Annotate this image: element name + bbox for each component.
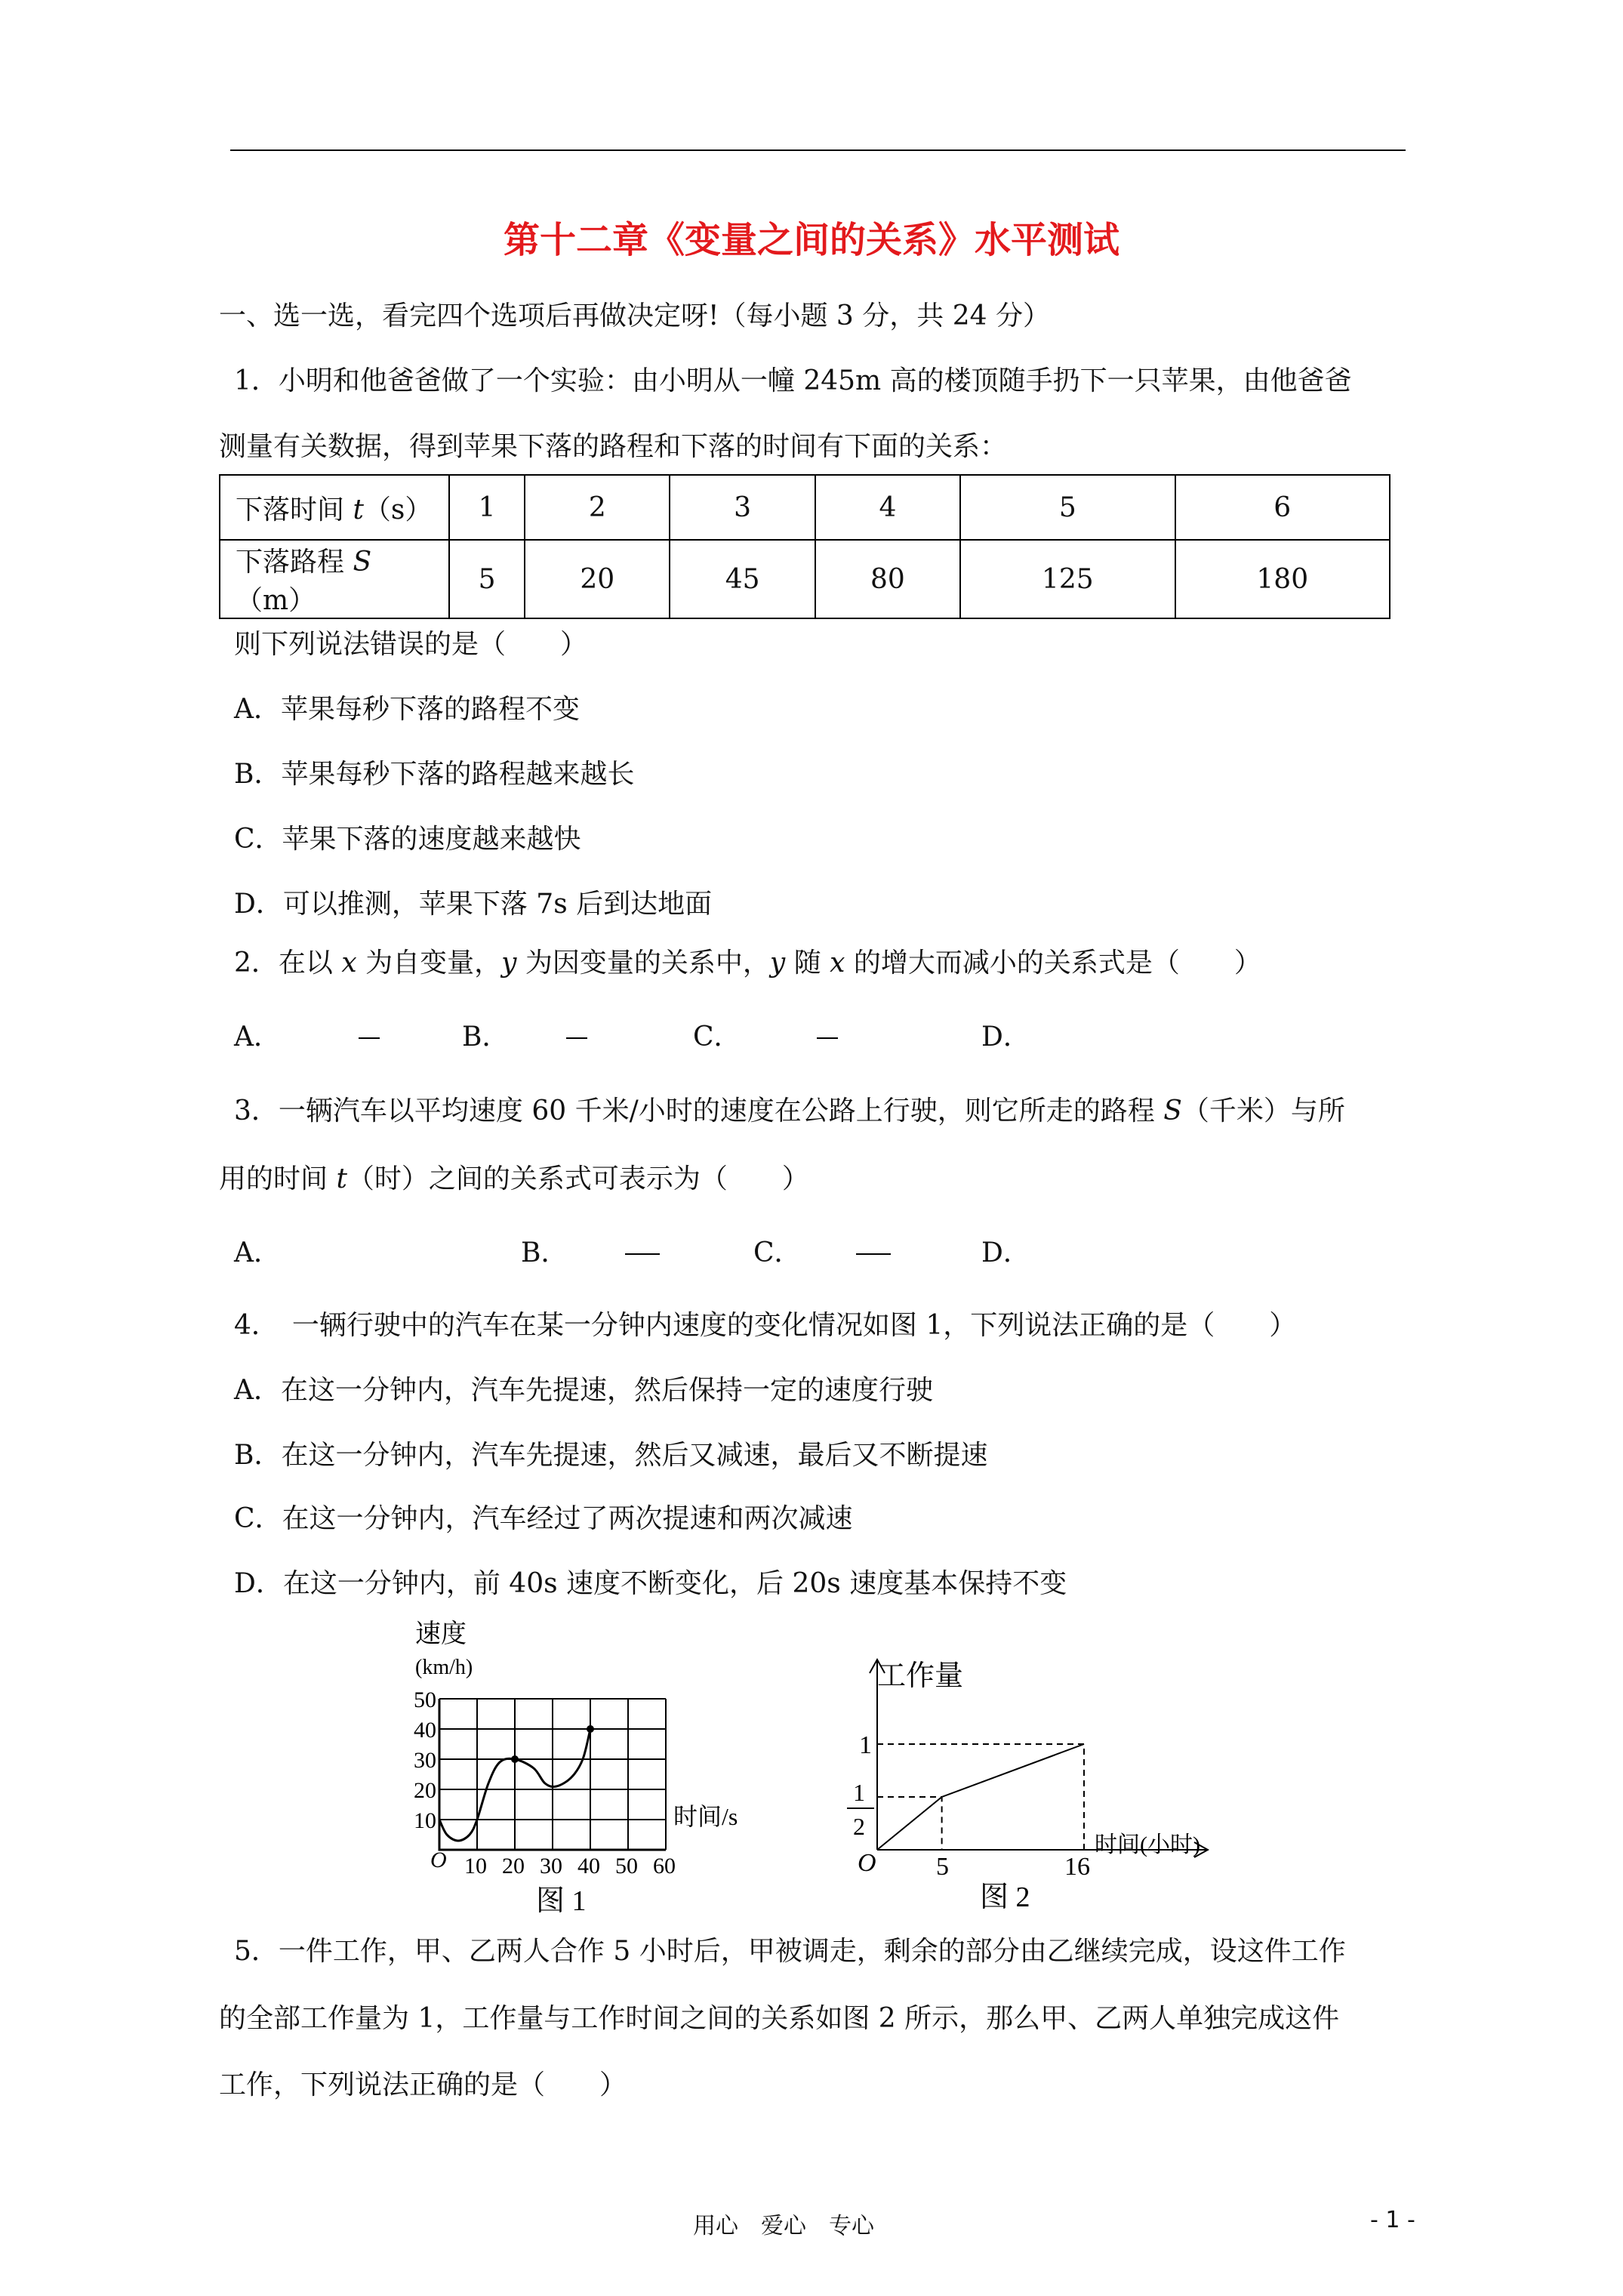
q2-option-d: D． (981, 1022, 1030, 1052)
q3-text-line2: 用的时间 t（时）之间的关系式可表示为（ ） (219, 1163, 809, 1194)
q4-option-d: D．在这一分钟内，前 40s 速度不断变化，后 20s 速度基本保持不变 (234, 1568, 1067, 1599)
table-cell: 3 (670, 475, 815, 540)
q1-option-a: A．苹果每秒下落的路程不变 (234, 694, 580, 725)
fig2-x-5: 5 (936, 1853, 949, 1881)
fig1-ylabel: 速度 (415, 1620, 467, 1648)
y-tick-label: 50 (414, 1687, 436, 1712)
q1-question: 则下列说法错误的是（ ） (234, 629, 588, 660)
section-heading: 一、选一选，看完四个选项后再做决定呀!（每小题 3 分，共 24 分） (219, 300, 1050, 331)
q3-fraction-bar-c (856, 1253, 891, 1255)
q1-option-c: C．苹果下落的速度越来越快 (234, 824, 581, 855)
data-point (587, 1725, 594, 1733)
q3-fraction-bar-b (625, 1253, 660, 1255)
q3-option-c: C． (753, 1237, 802, 1268)
q1-option-b: B．苹果每秒下落的路程越来越长 (234, 759, 635, 790)
workload-series-line (877, 1744, 1084, 1850)
q3-text-line1: 3．一辆汽车以平均速度 60 千米/小时的速度在公路上行驶，则它所走的路程 S（千米）与所 (234, 1096, 1345, 1126)
q2-text: 2．在以 x 为自变量，y 为因变量的关系中，y 随 x 的增大而减小的关系式是（ ） (234, 948, 1261, 978)
x-tick-label: 50 (615, 1854, 638, 1878)
fig1-xlabel: 时间/s (673, 1803, 738, 1830)
fig1-caption: 图 1 (536, 1885, 587, 1914)
x-tick-label: 10 (464, 1854, 487, 1878)
q2-option-b: B． (462, 1022, 510, 1052)
page-number: - 1 - (1370, 2207, 1415, 2233)
figure-1-speed-chart (393, 1612, 785, 1914)
q2-fraction-bar-b (566, 1037, 587, 1039)
table-cell: 2 (525, 475, 670, 540)
q4-option-c: C．在这一分钟内，汽车经过了两次提速和两次减速 (234, 1503, 853, 1534)
header-rule (230, 149, 1406, 151)
page-title: 第十二章《变量之间的关系》水平测试 (503, 219, 1119, 261)
x-tick-label: 60 (653, 1854, 676, 1878)
table-cell: 6 (1175, 475, 1390, 540)
q2-fraction-bar-c (817, 1037, 838, 1039)
q5-text-line1: 5．一件工作，甲、乙两人合作 5 小时后，甲被调走，剩余的部分由乙继续完成，设这件工作 (234, 1936, 1346, 1967)
q2-option-c: C． (693, 1022, 741, 1052)
table-row (220, 475, 1390, 540)
q1-text-line2: 测量有关数据，得到苹果下落的路程和下落的时间有下面的关系： (219, 431, 1008, 462)
table-cell: 45 (670, 540, 815, 618)
y-tick-label: 30 (414, 1748, 436, 1773)
q4-option-a: A．在这一分钟内，汽车先提速，然后保持一定的速度行驶 (234, 1375, 933, 1406)
fig2-xlabel: 时间(小时) (1095, 1832, 1200, 1857)
table-header-distance: 下落路程 S（m） (220, 540, 449, 618)
table-cell: 125 (960, 540, 1175, 618)
fig1-ylabel-unit: (km/h) (415, 1656, 473, 1679)
table-cell: 20 (525, 540, 670, 618)
x-tick-label: 30 (540, 1854, 562, 1878)
q2-fraction-bar-a (359, 1037, 380, 1039)
q1-option-d: D．可以推测，苹果下落 7s 后到达地面 (234, 889, 713, 920)
table-cell: 1 (449, 475, 525, 540)
y-tick-label: 40 (414, 1718, 436, 1743)
table-header-time: 下落时间 t（s） (220, 475, 449, 540)
table-cell: 4 (815, 475, 960, 540)
fig1-origin: O (430, 1848, 447, 1872)
q1-text-line1: 1．小明和他爸爸做了一个实验：由小明从一幢 245m 高的楼顶随手扔下一只苹果，由他爸爸 (234, 365, 1352, 396)
table-cell: 180 (1175, 540, 1390, 618)
data-point (511, 1755, 519, 1763)
q4-option-b: B．在这一分钟内，汽车先提速，然后又减速，最后又不断提速 (234, 1440, 988, 1471)
fall-data-table (219, 474, 1390, 619)
footer-motto: 用心 爱心 专心 (693, 2213, 874, 2239)
q5-text-line2: 的全部工作量为 1，工作量与工作时间之间的关系如图 2 所示，那么甲、乙两人单独完成这件 (219, 2003, 1340, 2034)
fig2-y-half-den: 2 (853, 1813, 865, 1840)
table-cell: 5 (960, 475, 1175, 540)
fig2-y-one: 1 (859, 1731, 872, 1759)
y-tick-label: 20 (414, 1778, 436, 1803)
q4-text: 4． 一辆行驶中的汽车在某一分钟内速度的变化情况如图 1，下列说法正确的是（ ） (234, 1310, 1297, 1341)
table-cell: 80 (815, 540, 960, 618)
y-tick-label: 10 (414, 1808, 436, 1833)
q2-option-a: A． (234, 1022, 281, 1052)
q3-option-b: B． (521, 1237, 568, 1268)
x-tick-label: 40 (577, 1854, 600, 1878)
fig2-y-half-num: 1 (853, 1779, 865, 1806)
x-tick-label: 20 (502, 1854, 525, 1878)
fig2-caption: 图 2 (980, 1881, 1030, 1910)
fig2-ylabel: 工作量 (877, 1660, 964, 1692)
fig2-origin: O (858, 1849, 876, 1877)
q3-option-d: D． (981, 1237, 1030, 1268)
fig2-dashed-guides (877, 1744, 1084, 1850)
q5-text-line3: 工作，下列说法正确的是（ ） (219, 2069, 627, 2100)
table-row (220, 540, 1390, 618)
q3-option-a: A． (234, 1237, 281, 1268)
fig2-x-16: 16 (1064, 1853, 1090, 1881)
table-cell: 5 (449, 540, 525, 618)
figure-2-workload-chart (830, 1646, 1253, 1910)
